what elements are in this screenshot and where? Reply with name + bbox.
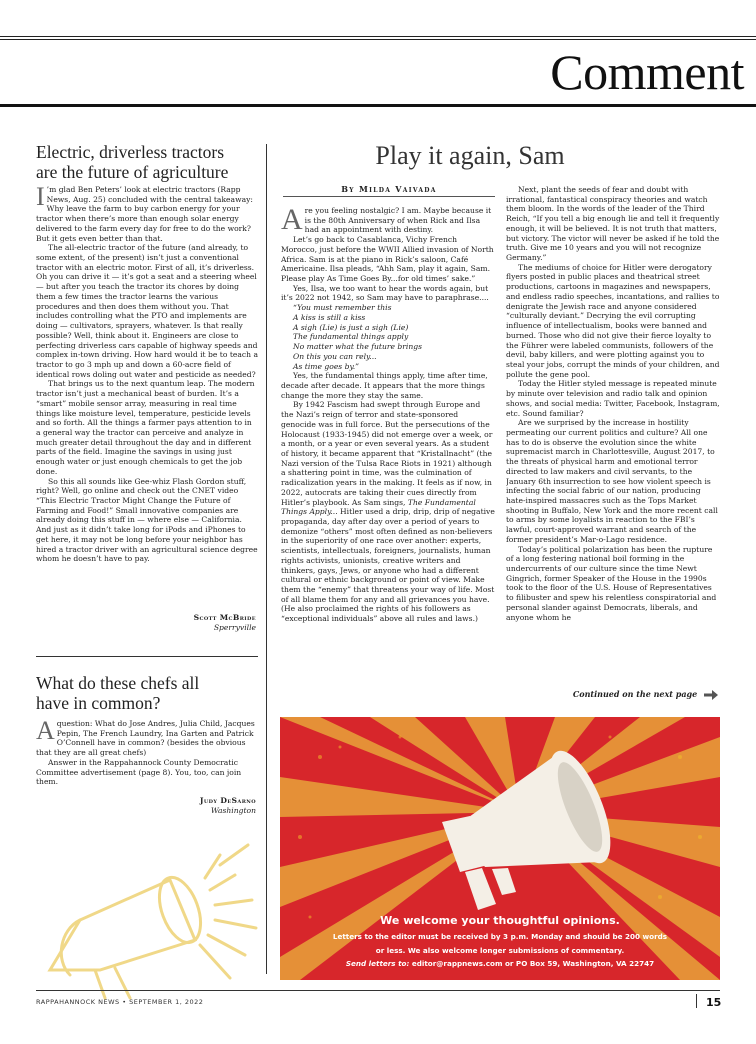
- ad-line1: Letters to the editor must be received by 3 p.m. Monday and should be 200 words: [332, 932, 668, 941]
- letter1-paragraph: The all-electric tractor of the future (and already, to some extent, of the present) isn’t just a conventional tractor with an electric motor. First of all, it’s driverless. Oh you can drive it — it’s got a seat and a steering wheel — but after you teach the tractor its chores by doing them a few times the tractor learns the various procedures and then does them without you. That includes controlling what the PTO and implements are doing — cultivators, sprayers, whatever. Is that really possible? Well, think about it. Engineers are close to perfecting driverless cars capable of highway speeds and complex in-town driving. How hard would it be to teach a tractor to go 3 mph up and down a 60-acre field of identical rows doling out water and pesticide as needed?: [36, 243, 258, 379]
- top-rule: [0, 36, 756, 37]
- article-dropcap: A: [281, 206, 303, 236]
- footer-publication: [36, 998, 203, 1006]
- lyric-line: A sigh (Lie) is just a sigh (Lie): [293, 322, 409, 332]
- opinions-advertisement: [280, 717, 720, 980]
- letter2-body: [36, 719, 258, 795]
- byline-rule: [283, 196, 495, 197]
- article-paragraph: Today’s political polarization has been the rupture of a long festering national boil forming in the undercurrents of our culture since the time Newt Gingrich, former Speaker of the House in the 1990s took to the floor of the U.S. House of Representatives to filibuster and spew his relentless conspiratorial and personal slander against Democrats, liberals, and anyone whom he: [506, 544, 717, 622]
- article-byline: By Milda Vaivada: [341, 184, 437, 194]
- article-paragraph: Today the Hitler styled message is repeated minute by minute over television and radio talk and opinion shows, and social media: Twitter, Facebook, Instagram, etc. Sound familiar?: [506, 379, 720, 418]
- continued-label: Continued on the next page: [572, 689, 698, 699]
- article-paragraph: Let’s go back to Casablanca, Vichy French Morocco, just before the WWII Allied invasion of North Africa. Sam is at the piano in Rick’s saloon, Café Americaine. Ilsa pleads, “Ahh Sam, play it again, Sam. Please play As Time Goes By...for old times’ sake.”: [281, 235, 494, 284]
- lyric-line: The fundamental things apply: [293, 332, 409, 342]
- ad-line2: or less. We also welcome longer submissions of commentary.: [375, 946, 625, 955]
- article-text: By 1942 Fascism had swept through Europe and the Nazi’s reign of terror and state-sponsored genocide was in full force. But the persecutions of the Holocaust (1933-1945) did not emerge over a week, or a month, or a year or even several years. As a student of history, it became apparent that “Kristallnacht” (the Nazi version of the Tulsa Race Riots in 1921) although a shattering point in time, was the culmination of radicalization years in the making. It feels as if now, in 2022, autocrats are taking their cues directly from Hitler’s playbook. As Sam sings,: [281, 400, 493, 507]
- ad-send-details[interactable]: editor@rappnews.com or PO Box 59, Washington, VA 22747: [409, 959, 655, 968]
- article-paragraph: The mediums of choice for Hitler were derogatory flyers posted in public places and theatrical street productions, cartoons in magazines and newspapers, and endless radio speeches, incantations, and rallies to denigrate the Jewish race and anyone considered “culturally deviant.” Decrying the evil corrupting influence of intellectualism, books were banned and burned. Those who did not give their fierce loyalty to the Führer were labeled communists, followers of the devil, baby killers, and were plotting against you to steal your jobs, corrupt the minds of your children, and pollute the gene pool.: [506, 262, 720, 379]
- letter1-title-line1: Electric, driverless tractors: [36, 142, 225, 162]
- megaphone-icon: [430, 732, 640, 917]
- article-italic-title: The Fundamental Things Apply...: [281, 497, 476, 517]
- letter1-location: Sperryville: [213, 622, 256, 632]
- top-rule-2: [0, 39, 756, 40]
- arrow-right-icon: [704, 690, 718, 700]
- letter1-title-line2: are the future of agriculture: [36, 162, 229, 182]
- lyric-line: As time goes by.”: [293, 361, 360, 371]
- letter2-paragraph: question: What do Jose Andres, Julia Child, Jacques Pepin, The French Laundry, Ina Garten and Patrick O’Connell have in common? (besides the obvious that they are all great chefs): [36, 719, 255, 758]
- ad-headline: We welcome your thoughtful opinions.: [380, 914, 620, 927]
- letter1-body: [36, 185, 258, 611]
- letter2-title-line2: have in common?: [36, 693, 161, 713]
- letter1-paragraph: That brings us to the next quantum leap. The modern tractor isn’t just a mechanical beast of burden. It’s a “smart” mobile sensor array, measuring in real time things like moisture level, temperature, pesticide levels and so forth. All the things a farmer pays attention to in a general way the tractor can perceive and analyze in much greater detail throughout the day and in different parts of the field. Imagine the savings in using just enough water or just enough chemicals to get the job done.: [36, 379, 255, 476]
- letter2-paragraph: Answer in the Rappahannock County Democratic Committee advertisement (page 8). You, too, can join them.: [36, 757, 242, 787]
- article-text: Hitler used a drip, drip, drip of negative propaganda, day after day over a period of years to demonize “others” most often defined as non-believers in the superiority of one race over another: experts, scientists, intellectuals, foreigners, journalists, human rights activists, unionists, creative writers and thinkers, gays, Jews, or anyone who had a different cultural or ethnic background or point of view. Make them the “enemy” that threatens your way of life. Most of all blame them for any and all grievances you have. (He also proclaimed the rights of his followers as “exceptional individuals” above all rules and laws.): [281, 507, 495, 624]
- megaphone-sketch-illustration: [20, 820, 280, 1000]
- article-headline: Play it again, Sam: [375, 141, 565, 170]
- ad-contact: [280, 959, 720, 968]
- letter2-signature: [36, 796, 256, 815]
- article-column-2: [506, 185, 720, 683]
- lyric-line: A kiss is still a kiss: [293, 312, 366, 322]
- letter-divider: [36, 656, 258, 657]
- column-divider: [266, 144, 267, 974]
- lyric-line: “You must remember this: [293, 303, 392, 313]
- letter2-location: Washington: [210, 805, 256, 815]
- publication-name: RAPPAHANNOCK NEWS: [36, 998, 120, 1006]
- issue-date: SEPTEMBER 1, 2022: [129, 998, 204, 1006]
- page-number-divider: [696, 994, 697, 1008]
- letter2-title-line1: What do these chefs all: [36, 673, 200, 693]
- article-column-1: [281, 206, 495, 682]
- article-paragraph: Yes, Ilsa, we too want to hear the words again, but it’s 2022 not 1942, so Sam may have to paraphrase....: [281, 283, 489, 303]
- letter1-paragraph: ’m glad Ben Peters’ look at electric tractors (Rapp News, Aug. 25) concluded with the central takeaway: Why leave the farm to buy carbon energy for your tractor when there’s more than enough solar energy delivered to the farm every day for free to do the work? But it gets even better than that.: [36, 185, 253, 243]
- masthead-rule: [0, 104, 756, 107]
- article-paragraph: Are we surprised by the increase in hostility permeating our current politics and culture? All one has to do is observe the evolution since the white supremacist march in Charlottesville, August 2017, to the threats of physical harm and emotional terror directed to law makers and civil servants, to the January 6th insurrection to see how violent speech is infecting the social fabric of our nation, producing hate-inspired massacres such as the Tops Market shooting in Buffalo, New York and the more recent call to arms by some loyalists in reaction to the FBI’s lawful, court-approved warrant and search of the former president’s Mar-o-Lago residence.: [506, 418, 718, 544]
- footer-rule: [36, 990, 720, 991]
- article-paragraph: Next, plant the seeds of fear and doubt with irrational, fantastical conspiracy theories and watch them bloom. In the words of the leader of the Third Reich, “If you tell a big enough lie and tell it frequently enough, it will be believed. It is not truth that matters, but victory. The victor will never be asked if he told the truth. Give me 10 years and you will not recognize Germany.”: [506, 185, 720, 263]
- lyric-line: No matter what the future brings: [293, 342, 422, 352]
- letter1-paragraph: So this all sounds like Gee-whiz Flash Gordon stuff, right? Well, go online and check out the CNET video “This Electric Tractor Might Change the Future of Farming and Food!” Small innovative companies are already doing this stuff in — where else — California. And just as it didn’t take long for iPods and iPhones to get here, it may not be long before your neighbor has hired a tractor driver with an agricultural science degree whom he doesn’t have to pay.: [36, 476, 258, 564]
- letter2-dropcap: A: [36, 719, 55, 745]
- letter1-signature: [36, 613, 256, 632]
- footer-separator: •: [122, 998, 127, 1006]
- song-lyrics: [281, 303, 495, 371]
- letter2-title: [36, 673, 261, 713]
- letter2-author: Judy DeSarno: [199, 796, 256, 805]
- article-paragraph: Yes, the fundamental things apply, time after time, decade after decade. It appears that the more things change the more they stay the same.: [281, 371, 488, 400]
- letter1-author: Scott McBride: [193, 613, 256, 622]
- article-paragraph: re you feeling nostalgic? I am. Maybe because it is the 80th Anniversary of when Rick and Ilsa had an appointment with destiny.: [304, 206, 492, 235]
- continued-note[interactable]: [560, 689, 718, 700]
- section-title: Comment: [550, 44, 744, 100]
- lyric-line: On this you can rely...: [293, 351, 377, 361]
- page-number: 15: [706, 996, 722, 1009]
- letter1-title: [36, 142, 261, 182]
- article-paragraph: [281, 400, 495, 624]
- letter1-dropcap: I: [36, 185, 45, 211]
- ad-send-label: Send letters to:: [345, 959, 410, 968]
